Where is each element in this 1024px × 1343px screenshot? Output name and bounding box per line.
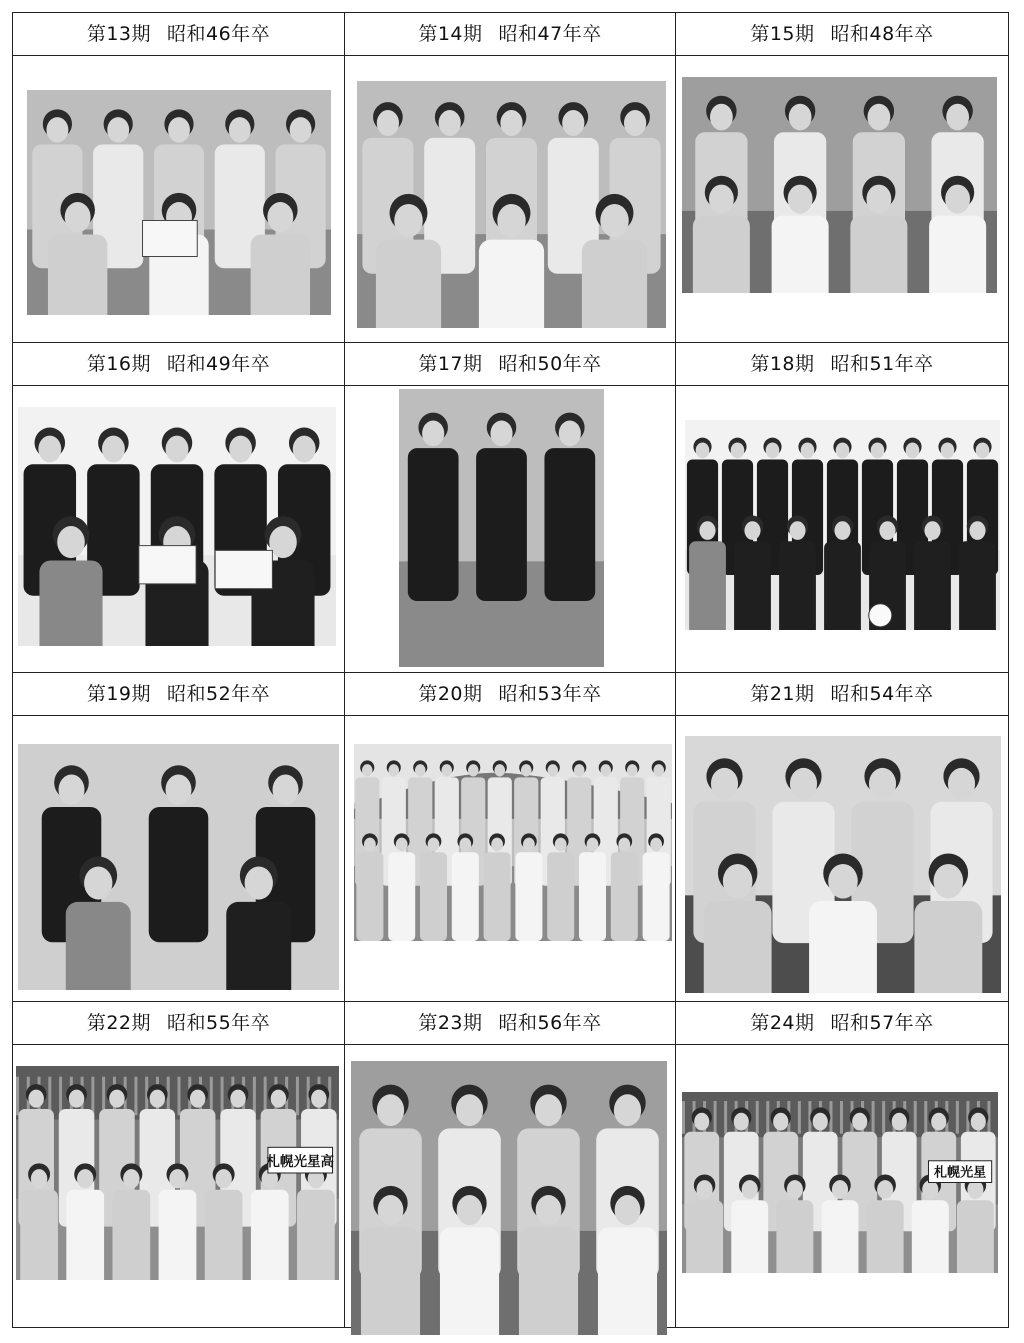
term-label: 第15期 (750, 23, 815, 45)
photo-cell (13, 673, 345, 1002)
cell-title (345, 343, 675, 386)
team-photo (16, 1066, 339, 1280)
photo-cell (13, 1002, 345, 1327)
graduation-year-label: 昭和51年卒 (830, 353, 934, 375)
term-label: 第21期 (750, 683, 815, 705)
graduation-year-label: 昭和56年卒 (498, 1012, 602, 1034)
photo-cell (345, 673, 676, 1002)
team-photo-uniforms (682, 77, 997, 293)
photo-cell (345, 13, 676, 343)
team-photo-gakuran-certificates (18, 407, 336, 646)
photo-cell (676, 1002, 1008, 1327)
team-photo (399, 389, 604, 667)
team-photo (18, 744, 339, 990)
team-photo-trophies (685, 736, 1001, 993)
cell-title (345, 13, 675, 56)
team-photo-gakuran-ball (685, 420, 1000, 630)
cell-title (676, 1002, 1008, 1045)
photo-cell (345, 1002, 676, 1327)
graduation-year-label: 昭和48年卒 (830, 23, 934, 45)
team-photo (682, 1092, 998, 1273)
photo-cell (676, 343, 1008, 673)
group-photo-three (399, 389, 604, 667)
team-photo-stadium-banner (682, 1092, 998, 1273)
team-photo-uniforms-coach (351, 1061, 667, 1335)
term-label: 第18期 (750, 353, 815, 375)
term-label: 第20期 (418, 683, 483, 705)
banner-text: 札幌光星 (934, 1165, 987, 1181)
team-photo (351, 1061, 667, 1335)
team-photo (357, 81, 666, 328)
term-label: 第16期 (86, 353, 151, 375)
cell-title (345, 673, 675, 716)
term-label: 第13期 (86, 23, 151, 45)
group-photo-indoor (18, 744, 339, 990)
team-photo-outdoor-trophy (27, 90, 331, 315)
team-photo-stadium-banner (16, 1066, 339, 1280)
graduation-year-label: 昭和46年卒 (167, 23, 271, 45)
team-photo (27, 90, 331, 315)
graduation-year-label: 昭和53年卒 (498, 683, 602, 705)
graduation-year-label: 昭和57年卒 (830, 1012, 934, 1034)
photo-cell (13, 13, 345, 343)
term-label: 第23期 (418, 1012, 483, 1034)
photo-grid (12, 12, 1009, 1328)
photo-cell (13, 343, 345, 673)
term-label: 第14期 (418, 23, 483, 45)
photo-cell (345, 343, 676, 673)
cell-title (345, 1002, 675, 1045)
graduation-year-label: 昭和47年卒 (498, 23, 602, 45)
team-photo (18, 407, 336, 646)
graduation-year-label: 昭和49年卒 (167, 353, 271, 375)
team-photo (682, 77, 997, 293)
cell-title (676, 673, 1008, 716)
term-label: 第22期 (86, 1012, 151, 1034)
graduation-year-label: 昭和52年卒 (167, 683, 271, 705)
banner-text: 札幌光星高 (266, 1153, 335, 1170)
cell-title (13, 13, 344, 56)
term-label: 第19期 (86, 683, 151, 705)
graduation-year-label: 昭和50年卒 (498, 353, 602, 375)
photo-cell (676, 673, 1008, 1002)
team-photo (354, 744, 672, 941)
team-photo (685, 420, 1000, 630)
graduation-year-label: 昭和54年卒 (830, 683, 934, 705)
cell-title (13, 673, 344, 716)
team-photo-mountain (354, 744, 672, 941)
cell-title (13, 343, 344, 386)
cell-title (676, 343, 1008, 386)
term-label: 第24期 (750, 1012, 815, 1034)
team-photo (685, 736, 1001, 993)
cell-title (676, 13, 1008, 56)
cell-title (13, 1002, 344, 1045)
team-photo-outdoor (357, 81, 666, 328)
graduation-year-label: 昭和55年卒 (167, 1012, 271, 1034)
photo-cell (676, 13, 1008, 343)
term-label: 第17期 (418, 353, 483, 375)
